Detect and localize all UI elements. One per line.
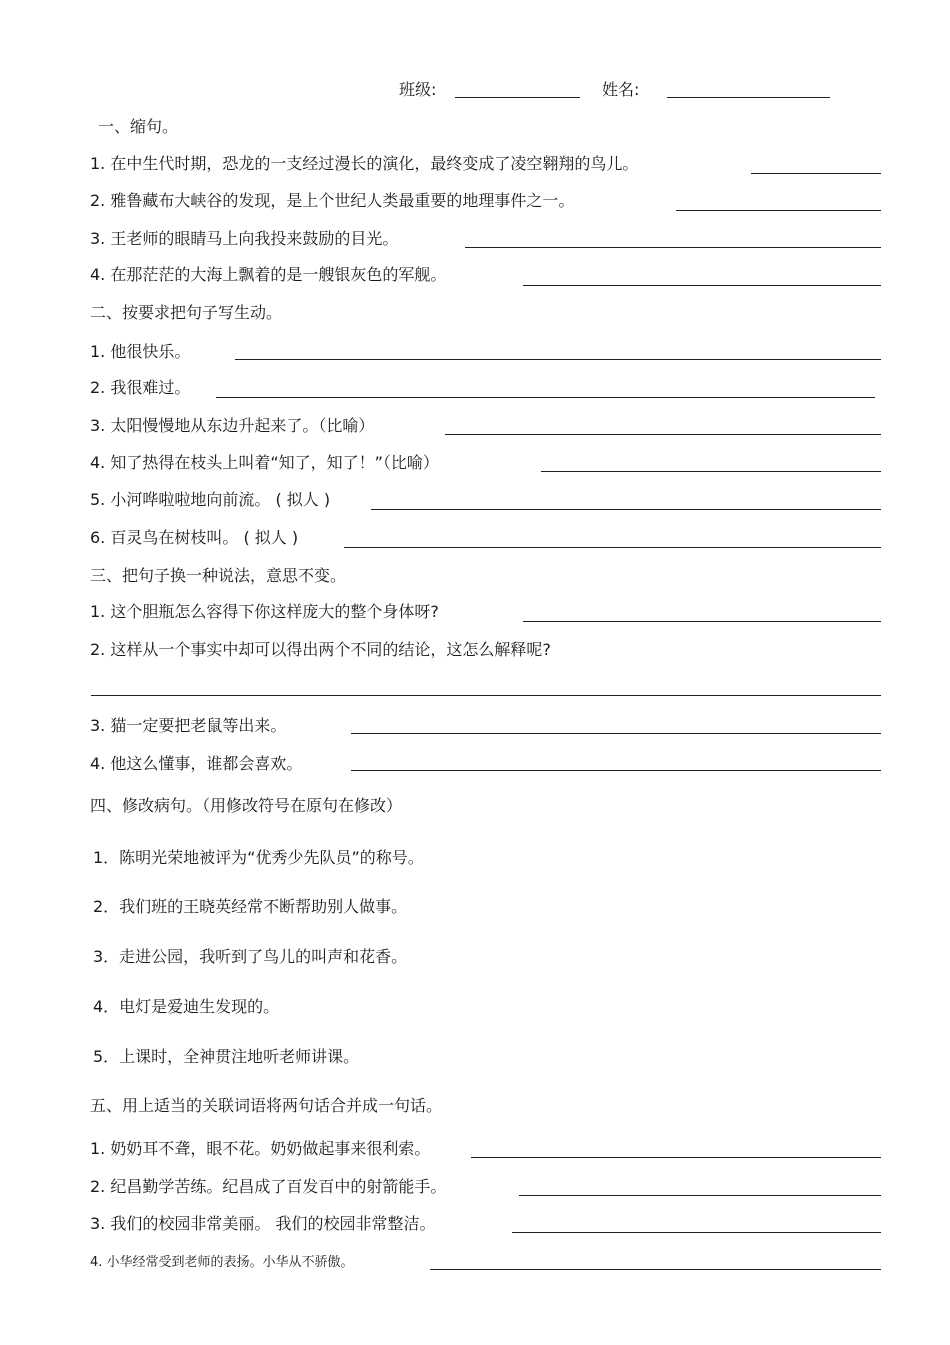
section-5-title: 五、用上适当的关联词语将两句话合并成一句话。 <box>90 1096 443 1115</box>
s1-question-4: 4. 在那茫茫的大海上飘着的是一艘银灰色的军舰。 <box>90 265 447 284</box>
s5-answer-line-1[interactable] <box>471 1157 881 1158</box>
section-2-title: 二、按要求把句子写生动。 <box>90 303 283 322</box>
s2-answer-line-5[interactable] <box>371 509 881 510</box>
name-answer-line[interactable] <box>667 97 830 98</box>
s2-question-2: 2. 我很难过。 <box>90 378 191 397</box>
section-1-title: 一、缩句。 <box>98 117 179 136</box>
section-4-title: 四、修改病句。（用修改符号在原句在修改） <box>90 796 403 815</box>
s2-answer-line-6[interactable] <box>344 547 881 548</box>
s2-answer-line-4[interactable] <box>541 471 881 472</box>
s5-question-4: 4. 小华经常受到老师的表扬。小华从不骄傲。 <box>90 1255 354 1270</box>
s3-question-3: 3. 猫一定要把老鼠等出来。 <box>90 716 287 735</box>
s4-sentence-4: 4．电灯是爱迪生发现的。 <box>93 997 280 1016</box>
class-label: 班级: <box>399 80 437 99</box>
s3-answer-line-3[interactable] <box>351 733 881 734</box>
s3-question-1: 1. 这个胆瓶怎么容得下你这样庞大的整个身体呀? <box>90 602 439 621</box>
s4-sentence-2: 2．我们班的王晓英经常不断帮助别人做事。 <box>93 897 408 916</box>
s1-question-3: 3. 王老师的眼睛马上向我投来鼓励的目光。 <box>90 229 399 248</box>
s3-answer-line-4[interactable] <box>351 770 881 771</box>
s2-question-6: 6. 百灵鸟在树枝叫。 ( 拟人 ) <box>90 528 299 547</box>
s2-question-3: 3. 太阳慢慢地从东边升起来了。（比喻） <box>90 416 375 435</box>
class-answer-line[interactable] <box>455 97 580 98</box>
s4-sentence-3: 3．走进公园，我听到了鸟儿的叫声和花香。 <box>93 947 408 966</box>
s5-question-1: 1. 奶奶耳不聋，眼不花。奶奶做起事来很利索。 <box>90 1139 431 1158</box>
s5-question-3: 3. 我们的校园非常美丽。 我们的校园非常整洁。 <box>90 1214 436 1233</box>
s1-answer-line-1[interactable] <box>751 173 881 174</box>
s3-question-2: 2. 这样从一个事实中却可以得出两个不同的结论，这怎么解释呢? <box>90 640 551 659</box>
s1-question-1: 1. 在中生代时期，恐龙的一支经过漫长的演化，最终变成了凌空翱翔的鸟儿。 <box>90 154 639 173</box>
s5-answer-line-3[interactable] <box>512 1232 881 1233</box>
s2-answer-line-1[interactable] <box>235 359 881 360</box>
s1-answer-line-3[interactable] <box>465 247 881 248</box>
s2-question-1: 1. 他很快乐。 <box>90 342 191 361</box>
s2-answer-line-2[interactable] <box>216 397 875 398</box>
s5-answer-line-4[interactable] <box>430 1269 881 1270</box>
s5-question-2: 2. 纪昌勤学苦练。纪昌成了百发百中的射箭能手。 <box>90 1177 447 1196</box>
s4-sentence-1: 1．陈明光荣地被评为“优秀少先队员”的称号。 <box>93 848 424 867</box>
s3-question-4: 4. 他这么懂事，谁都会喜欢。 <box>90 754 303 773</box>
s2-answer-line-3[interactable] <box>445 434 881 435</box>
section-3-title: 三、把句子换一种说法，意思不变。 <box>90 566 347 585</box>
s2-question-5: 5. 小河哗啦啦地向前流。 ( 拟人 ) <box>90 490 331 509</box>
s5-answer-line-2[interactable] <box>519 1195 881 1196</box>
name-label: 姓名: <box>602 80 640 99</box>
s2-question-4: 4. 知了热得在枝头上叫着“知了，知了！”（比喻） <box>90 453 439 472</box>
s1-answer-line-4[interactable] <box>523 285 881 286</box>
s3-answer-line-1[interactable] <box>523 621 881 622</box>
s3-answer-line-2[interactable] <box>91 695 881 696</box>
s1-question-2: 2. 雅鲁藏布大峡谷的发现，是上个世纪人类最重要的地理事件之一。 <box>90 191 575 210</box>
s1-answer-line-2[interactable] <box>676 210 881 211</box>
s4-sentence-5: 5．上课时，全神贯注地听老师讲课。 <box>93 1047 360 1066</box>
